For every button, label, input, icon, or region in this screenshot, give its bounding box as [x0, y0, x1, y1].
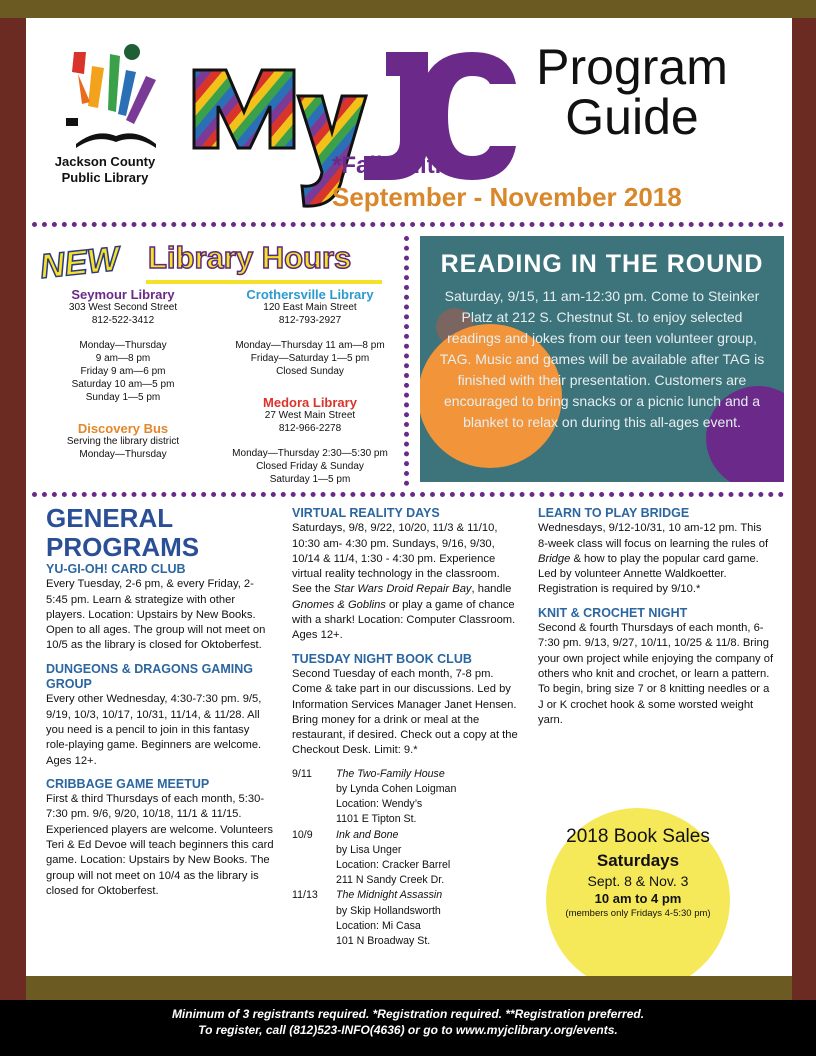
crothersville-hours-line: Monday—Thursday 11 am—8 pm: [235, 340, 385, 351]
knit-body: Second & fourth Thursdays of each month, 6-7:30 pm. 9/13, 9/27, 10/11, 10/25 & 11/8. Bring your own project while enjoying the company of others who knit and crochet, or learn a pattern. To begin, bring size 7 or 8 knitting needles or a J or K crochet hook & some worsted weight yarn.: [538, 622, 774, 726]
date-range: September - November 2018: [332, 182, 682, 212]
book-address: 101 N Broadway St.: [336, 934, 431, 947]
yugioh-body: Every Tuesday, 2-6 pm, & every Friday, 2-5:45 pm. Learn & strategize with other players. Location: Upstairs by New Books. Open to all ages. The group will not meet on 10/5 as the library is closed for Oktoberfest.: [46, 578, 266, 652]
bookclub-body: Second Tuesday of each month, 7-8 pm. Come & take part in our discussions. Led by Information Services Manager Janet Hensen. Bring money for a drink or meal at the restaurant, if desired. Check out a copy at the Checkout Desk. Limit: 9.*: [292, 667, 518, 757]
general-title-line1: GENERAL: [46, 503, 174, 533]
fall-edition: *Fall Edition*: [332, 152, 481, 179]
divider-vertical: [404, 236, 409, 486]
book-location: Location: Mi Casa: [336, 919, 421, 932]
sales-note: (members only Fridays 4-5:30 pm): [565, 908, 711, 919]
footer: [0, 1000, 816, 1056]
myjc-logo-text: MyJC: [272, 162, 275, 163]
top-border: [0, 0, 816, 18]
crothersville-name: Crothersville Library: [246, 287, 374, 302]
dnd-body: Every other Wednesday, 4:30-7:30 pm. 9/5, 9/19, 10/3, 10/17, 10/31, 11/14, & 11/28. All you need is a pencil to join in this fantasy role-playing game. Beginners are welcome. Ages 12+.: [46, 693, 262, 767]
book-sales-badge: [546, 808, 730, 992]
medora-hours: [224, 396, 396, 486]
program-guide-line1: Program: [536, 39, 728, 95]
medora-hours-line: Monday—Thursday 2:30—5:30 pm: [232, 448, 388, 459]
book-location: Location: Wendy’s: [336, 798, 423, 811]
book-title: Ink and Bone: [336, 828, 399, 841]
sales-day: Saturdays: [596, 851, 680, 870]
crothersville-hours-line: Closed Sunday: [276, 366, 344, 377]
seymour-hours-line: Sunday 1—5 pm: [85, 392, 161, 403]
discovery-line: Monday—Thursday: [79, 449, 167, 460]
library-name: [50, 154, 160, 186]
book-title: The Midnight Assassin: [336, 889, 443, 902]
book-author: by Lynda Cohen Loigman: [336, 782, 457, 795]
book-entry: [292, 828, 520, 889]
sales-dates: Sept. 8 & Nov. 3: [587, 873, 689, 889]
dnd-title: DUNGEONS & DRAGONS GAMING GROUP: [46, 661, 253, 692]
bookclub-title: TUESDAY NIGHT BOOK CLUB: [292, 651, 472, 666]
seymour-hours: [40, 288, 206, 404]
reading-title: READING IN THE ROUND: [440, 250, 764, 278]
yugioh-title: YU-GI-OH! CARD CLUB: [46, 562, 186, 576]
book-date: 11/13: [292, 889, 318, 902]
reading-in-the-round-panel: [420, 236, 784, 482]
reading-body: Saturday, 9/15, 11 am-12:30 pm. Come to Steinker Platz at 212 S. Chestnut St. to enjoy selected readings and jokes from our teen volunteer group, TAG. Music and games will be available after TAG is finished with their presentation. Customers are encouraged to bring snacks or a picnic lunch and a blanket to relax on during this all-ages event.: [439, 288, 765, 430]
divider-middle: [32, 492, 784, 497]
footer-line2: To register, call (812)523-INFO(4636) or go to www.myjclibrary.org/events.: [198, 1023, 618, 1037]
footer-line1: Minimum of 3 registrants required. *Registration required. **Registration preferred.: [171, 1007, 645, 1021]
seymour-hours-line: Saturday 10 am—5 pm: [71, 379, 175, 390]
crothersville-phone: 812-793-2927: [278, 315, 342, 326]
middle-column: [292, 506, 520, 949]
crothersville-address: 120 East Main Street: [263, 302, 357, 313]
medora-phone: 812-966-2278: [278, 423, 342, 434]
book-entry: [292, 767, 520, 828]
library-hours-label: Library Hours: [148, 240, 352, 275]
crothersville-hours: [224, 288, 396, 378]
divider-top: [32, 222, 784, 227]
book-title: The Two-Family House: [336, 767, 445, 780]
medora-address: 27 West Main Street: [264, 410, 356, 421]
book-address: 211 N Sandy Creek Dr.: [336, 874, 445, 887]
library-name-line1: Jackson County: [54, 154, 156, 169]
library-logo: [56, 32, 176, 152]
seymour-hours-line: 9 am—8 pm: [95, 353, 151, 364]
book-address: 1101 E Tipton St.: [336, 813, 417, 826]
new-label: NEW: [38, 239, 122, 287]
seymour-address: 303 West Second Street: [68, 302, 178, 313]
general-programs-column: [46, 504, 274, 899]
bottom-border: [26, 976, 792, 1000]
program-guide-title: [532, 39, 732, 145]
program-guide-line2: Guide: [565, 89, 699, 145]
cribbage-title: CRIBBAGE GAME MEETUP: [46, 776, 210, 791]
seymour-name: Seymour Library: [71, 287, 175, 302]
cribbage-body: First & third Thursdays of each month, 5:30-7:30 pm. 9/6, 9/20, 10/18, 11/1 & 11/15. Experienced players are welcome. Volunteers Teri & Ed Devoe will teach beginners this card game. Location: Upstairs by New Books. The group will not meet on 10/4 as the library is closed for Oktoberfest.: [46, 793, 274, 897]
vr-title: VIRTUAL REALITY DAYS: [292, 506, 440, 520]
sales-title: 2018 Book Sales: [566, 826, 710, 847]
medora-hours-line: Saturday 1—5 pm: [269, 474, 351, 485]
seymour-hours-line: Monday—Thursday: [79, 340, 167, 351]
discovery-hours: [40, 422, 206, 461]
general-programs-title: [46, 504, 274, 562]
seymour-phone: 812-522-3412: [91, 315, 155, 326]
library-hours-title: [40, 236, 400, 290]
medora-name: Medora Library: [263, 395, 357, 410]
bridge-body: Wednesdays, 9/12-10/31, 10 am-12 pm. This 8-week class will focus on learning the rules of Bridge & how to play the popular card game. Led by volunteer Annette Waldkoetter. Registration is required by 9/10.*: [538, 522, 769, 596]
library-name-line2: Public Library: [61, 170, 149, 185]
book-date: 10/9: [292, 828, 313, 841]
book-author: by Lisa Unger: [336, 843, 402, 856]
discovery-name: Discovery Bus: [77, 421, 169, 436]
discovery-line: Serving the library district: [66, 436, 180, 447]
bridge-title: LEARN TO PLAY BRIDGE: [538, 506, 690, 520]
book-date: 9/11: [292, 767, 312, 780]
crothersville-hours-line: Friday—Saturday 1—5 pm: [250, 353, 370, 364]
sales-time: 10 am to 4 pm: [594, 891, 682, 906]
library-logo-icon: [56, 32, 176, 152]
general-title-line2: PROGRAMS: [46, 532, 200, 562]
medora-hours-line: Closed Friday & Sunday: [256, 461, 364, 472]
book-author: by Skip Hollandsworth: [336, 904, 441, 917]
seymour-hours-line: Friday 9 am—6 pm: [80, 366, 166, 377]
book-entry: [292, 888, 520, 949]
hours-underline: [146, 280, 382, 284]
vr-body: Saturdays, 9/8, 9/22, 10/20, 11/3 & 11/10, 10:30 am- 4:30 pm. Sundays, 9/16, 9/30, 10/14 & 11/4, 1:30 - 4:30 pm. Experience virtual reality technology in the classroom. See the Star Wars Droid Repair Bay, handle Gnomes & Goblins or play a game of chance with a shark! Location: Computer Classroom. Ages 12+.: [292, 522, 516, 642]
knit-title: KNIT & CROCHET NIGHT: [538, 605, 688, 620]
right-column: [538, 506, 774, 728]
book-location: Location: Cracker Barrel: [336, 858, 451, 871]
page-sheet: [26, 18, 792, 976]
